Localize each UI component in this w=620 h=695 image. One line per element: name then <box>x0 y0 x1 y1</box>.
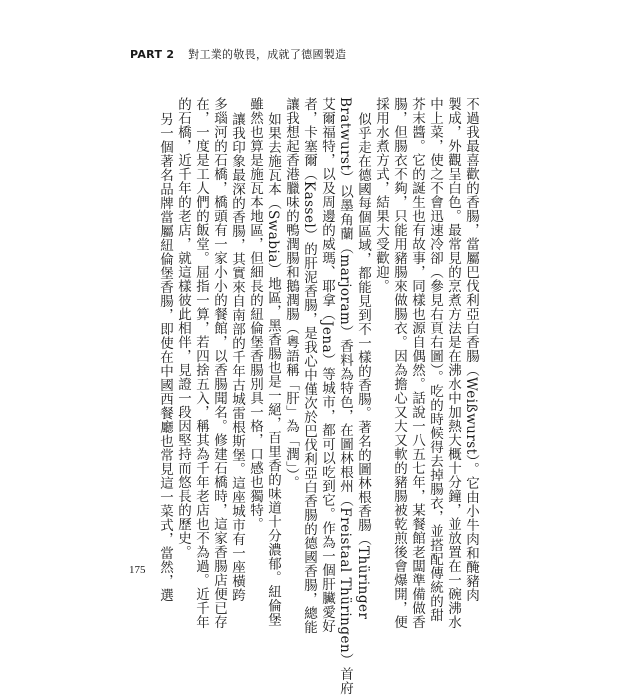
header-title: 對工業的敬畏，成就了德國製造 <box>188 48 347 61</box>
header-part-label: PART 2 <box>130 48 175 61</box>
text-column: Bratwurst）以墨角蘭（marjoram）香料為特色，在圖林根州（Freistaal Thüringen）首府 <box>337 97 353 695</box>
text-column: 採用水煮方式，結果大受歡迎。 <box>373 97 389 293</box>
text-column: 的石橋，近千年的老店，就這樣彼此相伴，見證一段因堅持而悠長的歷史。 <box>175 97 191 559</box>
text-column: 似乎走在德國每個區域，都能見到不一樣的香腸。著名的圖林根香腸（Thüringer <box>355 112 371 620</box>
text-column: 艾爾福特，以及周邊的威瑪、耶拿（Jena）等城市，都可以吃到它。作為一個肝臟愛好 <box>319 97 335 634</box>
page-number: 175 <box>129 564 146 576</box>
text-column: 讓我想起香港臘味的鴨潤腸和鵝潤腸（粵語稱「肝」為「潤」）。 <box>283 97 299 490</box>
text-column: 中上菜，使之不會迅速冷卻（參見右頁右圖）。吃的時候得去掉腸衣，並搭配傳統的甜 <box>427 97 443 623</box>
text-column: 如果去施瓦本（Swabia）地區，黑香腸也是一絕，百里香的味道十分濃郁。紐倫堡 <box>265 112 281 627</box>
text-column: 另一個著名品牌當屬紐倫堡香腸，即使在中國西餐廳也常見這一菜式，當然，選 <box>157 112 173 602</box>
text-column: 者，卡塞爾（Kassel）的肝泥香腸，是我心中僅次於巴伐利亞白香腸的德國香腸，總能 <box>301 97 317 635</box>
text-column: 雖然也算是施瓦本地區，但細長的紐倫堡香腸別具一格，口感也獨特。 <box>247 97 263 531</box>
text-column: 不過我最喜歡的香腸，當屬巴伐利亞白香腸（Weißwurst）。它由小牛肉和醃豬肉 <box>463 97 479 602</box>
text-column: 芥末醬。它的誕生也有故事，同樣也源自偶然。話說一八五七年，某餐館老闆準備做香 <box>409 97 425 629</box>
text-column: 讓我印象最深的香腸，其實來自南部的千年古城雷根斯堡。這座城市有一座橫跨 <box>229 112 245 602</box>
text-column: 在，一度是工人們的飯堂。屈指一算，若四捨五入，稱其為千年老店也不為過。近千年 <box>193 97 209 629</box>
text-column: 多瑙河的石橋，橋頭有一家小小的餐館，以香腸聞名。修建石橋時，這家香腸店便已存 <box>211 97 227 629</box>
text-column: 腸，但腸衣不夠，只能用豬腸來做腸衣。因為擔心又大又軟的豬腸被乾煎後會爆開，便 <box>391 97 407 629</box>
text-column: 製成，外觀呈白色。最常見的烹煮方法是在沸水中加熱大概十分鐘，並放置在一碗沸水 <box>445 97 461 629</box>
